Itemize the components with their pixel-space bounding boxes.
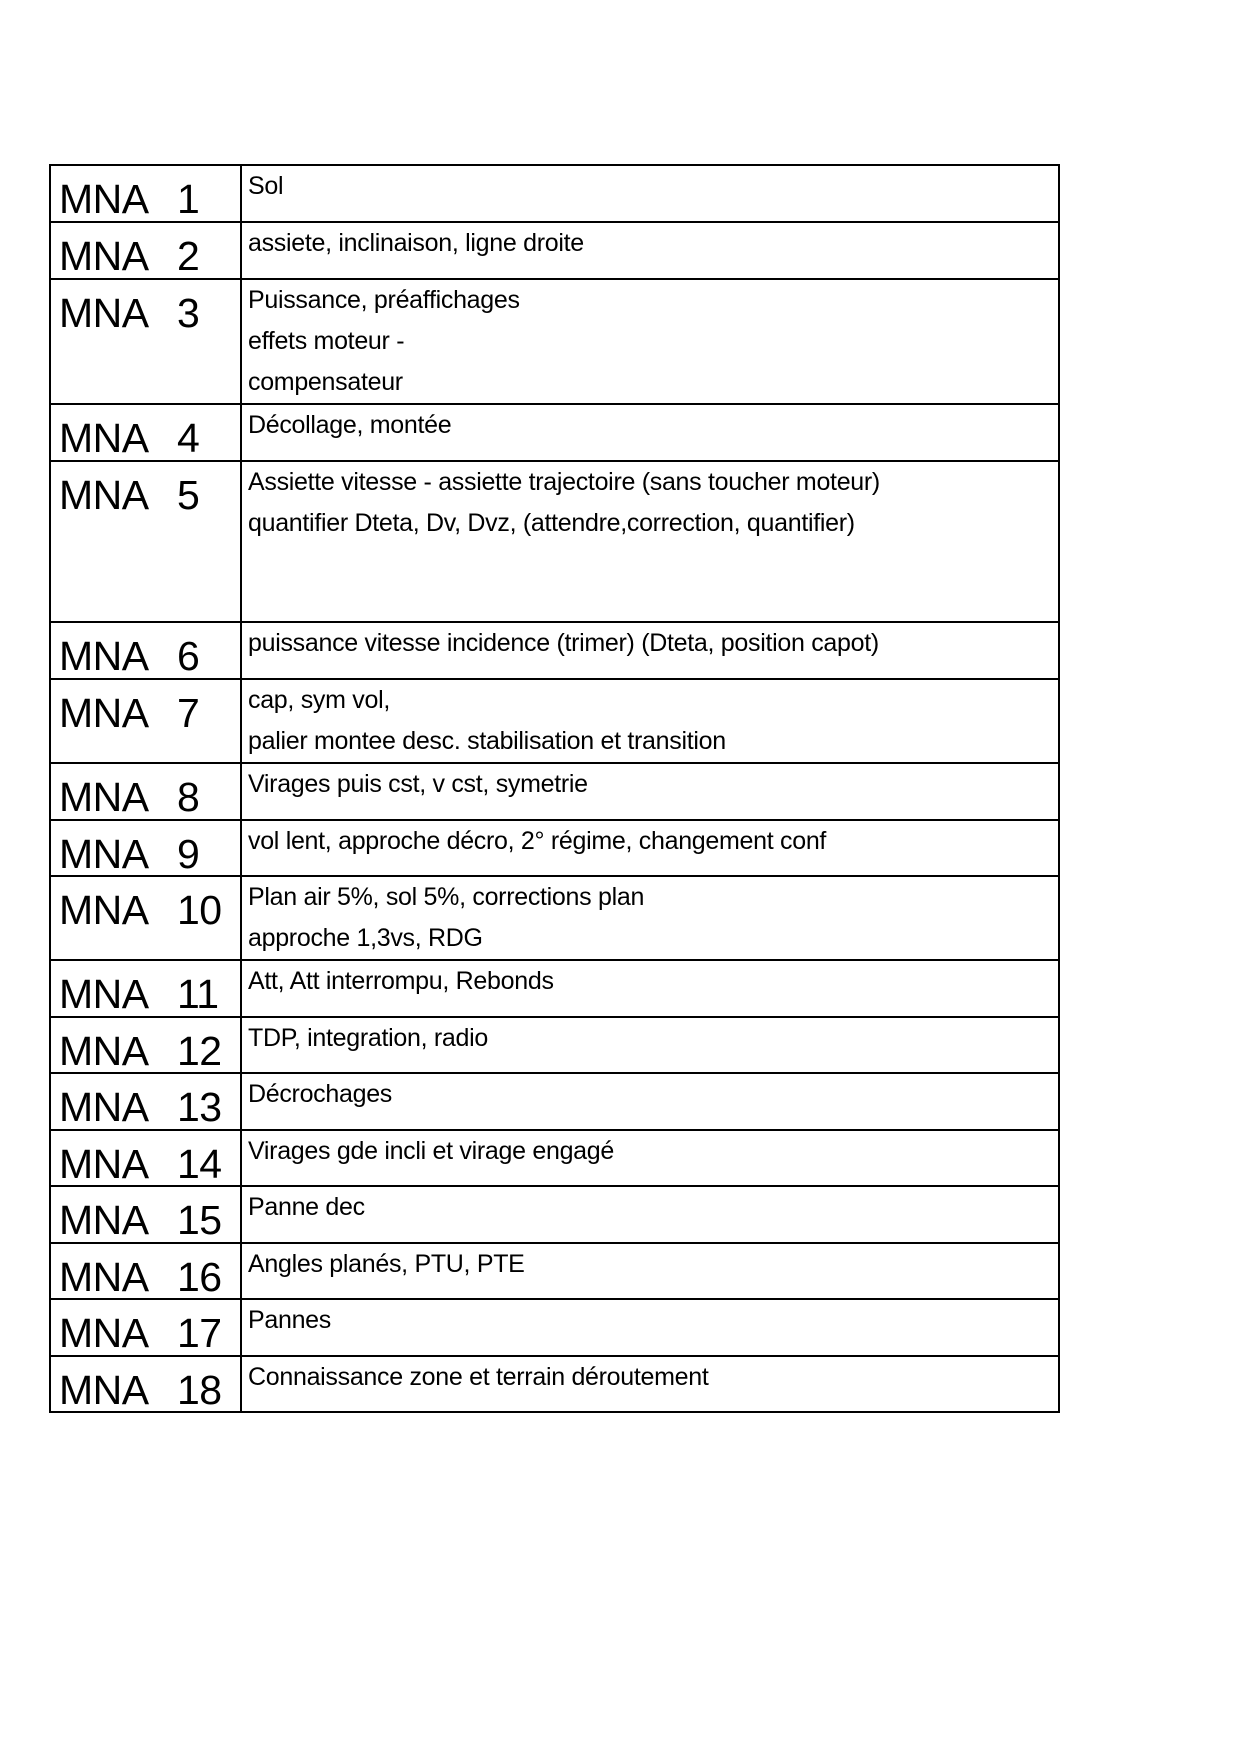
table-row (50, 679, 1059, 763)
lesson-number: 9 (177, 831, 200, 876)
lesson-description-cell (241, 1299, 1059, 1356)
lesson-prefix: MNA (59, 831, 149, 876)
lesson-number: 14 (177, 1141, 222, 1186)
description-line: cap, sym vol, (248, 686, 390, 714)
table-row (50, 820, 1059, 876)
table-row (50, 222, 1059, 279)
lesson-code-cell (50, 1299, 241, 1356)
lesson-description-cell (241, 279, 1059, 404)
lesson-prefix: MNA (59, 290, 149, 336)
lesson-number: 5 (177, 472, 200, 518)
description-line: Virages gde incli et virage engagé (248, 1137, 614, 1165)
lesson-description-cell (241, 622, 1059, 679)
lesson-code-cell (50, 960, 241, 1017)
table-row (50, 165, 1059, 222)
table-row (50, 1017, 1059, 1073)
description-line: TDP, integration, radio (248, 1024, 488, 1052)
lesson-prefix: MNA (59, 1028, 149, 1073)
lesson-number: 10 (177, 887, 222, 933)
lesson-code-cell (50, 165, 241, 222)
lesson-prefix: MNA (59, 1367, 149, 1412)
lesson-number: 15 (177, 1197, 222, 1243)
description-line: Assiette vitesse - assiette trajectoire (sans toucher moteur) (248, 468, 880, 496)
table-row (50, 622, 1059, 679)
description-line: effets moteur - (248, 327, 405, 355)
lesson-description-cell (241, 1073, 1059, 1130)
description-line: Panne dec (248, 1193, 365, 1221)
lesson-description-cell (241, 679, 1059, 763)
table-row (50, 876, 1059, 960)
lesson-prefix: MNA (59, 1084, 149, 1130)
table-row (50, 1186, 1059, 1243)
lesson-number: 16 (177, 1254, 222, 1299)
lesson-code-cell (50, 279, 241, 404)
lesson-code-cell (50, 820, 241, 876)
description-line: Virages puis cst, v cst, symetrie (248, 770, 588, 798)
table-row (50, 1073, 1059, 1130)
description-line: Connaissance zone et terrain déroutement (248, 1363, 709, 1391)
lesson-prefix: MNA (59, 633, 149, 679)
lesson-code-cell (50, 876, 241, 960)
lesson-number: 1 (177, 176, 200, 222)
lesson-number: 3 (177, 290, 200, 336)
description-line: assiete, inclinaison, ligne droite (248, 229, 584, 257)
lesson-prefix: MNA (59, 774, 149, 820)
description-line: Décrochages (248, 1080, 393, 1108)
lesson-number: 2 (177, 233, 200, 279)
description-line: Att, Att interrompu, Rebonds (248, 967, 554, 995)
lesson-prefix: MNA (59, 1141, 149, 1186)
description-line: Décollage, montée (248, 411, 452, 439)
lesson-description-cell (241, 1017, 1059, 1073)
lesson-prefix: MNA (59, 1197, 149, 1243)
lesson-description-cell (241, 461, 1059, 622)
lesson-code-cell (50, 1186, 241, 1243)
lesson-description-cell (241, 1130, 1059, 1186)
lesson-prefix: MNA (59, 690, 149, 736)
lesson-prefix: MNA (59, 1310, 149, 1356)
table-row (50, 1130, 1059, 1186)
lesson-prefix: MNA (59, 971, 149, 1017)
lesson-prefix: MNA (59, 887, 149, 933)
table-row (50, 1299, 1059, 1356)
description-line: Pannes (248, 1306, 331, 1334)
lesson-description-cell (241, 1243, 1059, 1299)
lesson-number: 7 (177, 690, 200, 736)
description-line: compensateur (248, 368, 403, 396)
lesson-code-cell (50, 679, 241, 763)
lesson-description-cell (241, 165, 1059, 222)
lesson-description-cell (241, 1356, 1059, 1412)
lesson-number: 8 (177, 774, 200, 820)
lesson-code-cell (50, 222, 241, 279)
table-row (50, 279, 1059, 404)
table-row (50, 461, 1059, 622)
lesson-description-cell (241, 960, 1059, 1017)
table-row (50, 763, 1059, 820)
lesson-description-cell (241, 876, 1059, 960)
description-line: quantifier Dteta, Dv, Dvz, (attendre,correction, quantifier) (248, 509, 855, 537)
description-line: puissance vitesse incidence (trimer) (Dteta, position capot) (248, 629, 879, 657)
lesson-code-cell (50, 763, 241, 820)
description-line: Plan air 5%, sol 5%, corrections plan (248, 883, 645, 911)
table-row (50, 1356, 1059, 1412)
lesson-code-cell (50, 1017, 241, 1073)
description-line: Puissance, préaffichages (248, 286, 520, 314)
lesson-prefix: MNA (59, 1254, 149, 1299)
lesson-code-cell (50, 622, 241, 679)
lesson-code-cell (50, 404, 241, 461)
lesson-code-cell (50, 1073, 241, 1130)
lesson-number: 12 (177, 1028, 222, 1073)
table-row (50, 1243, 1059, 1299)
lesson-prefix: MNA (59, 233, 149, 279)
lesson-prefix: MNA (59, 415, 149, 461)
description-line: vol lent, approche décro, 2° régime, changement conf (248, 827, 827, 855)
lesson-code-cell (50, 1356, 241, 1412)
lesson-code-cell (50, 461, 241, 622)
description-line: Sol (248, 172, 284, 200)
lesson-prefix: MNA (59, 472, 149, 518)
lesson-number: 17 (177, 1310, 222, 1356)
description-line: Angles planés, PTU, PTE (248, 1250, 525, 1278)
lesson-prefix: MNA (59, 176, 149, 222)
description-line: palier montee desc. stabilisation et transition (248, 727, 726, 755)
lesson-number: 11 (177, 971, 219, 1017)
lesson-code-cell (50, 1130, 241, 1186)
mna-table-body (50, 165, 1059, 1412)
lesson-description-cell (241, 404, 1059, 461)
lesson-description-cell (241, 763, 1059, 820)
lesson-number: 18 (177, 1367, 222, 1412)
lesson-description-cell (241, 222, 1059, 279)
lesson-description-cell (241, 1186, 1059, 1243)
table-row (50, 960, 1059, 1017)
lesson-number: 13 (177, 1084, 222, 1130)
description-line: approche 1,3vs, RDG (248, 924, 483, 952)
lesson-number: 4 (177, 415, 200, 461)
lesson-number: 6 (177, 633, 200, 679)
table-row (50, 404, 1059, 461)
mna-lesson-table (49, 164, 1060, 1413)
lesson-code-cell (50, 1243, 241, 1299)
lesson-description-cell (241, 820, 1059, 876)
